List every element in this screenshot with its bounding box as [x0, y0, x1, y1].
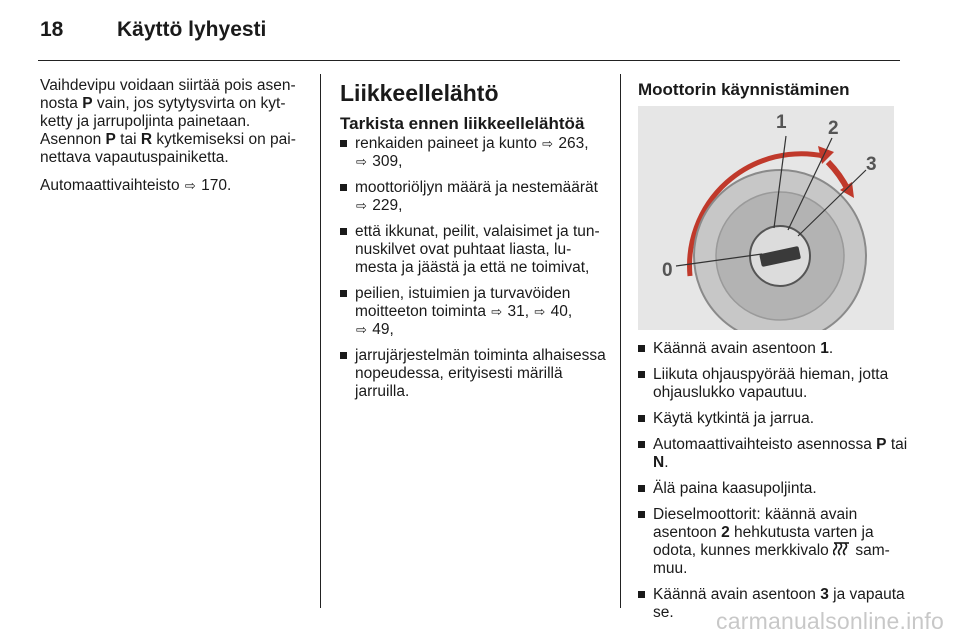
gear-position: R — [140, 131, 153, 148]
key-position: 2 — [721, 524, 730, 541]
item-text: Käytä kytkintä ja jarrua. — [653, 410, 815, 427]
key-position: 1 — [820, 340, 829, 357]
item-text: Älä paina kaasupoljinta. — [653, 480, 817, 497]
list-item — [340, 223, 606, 277]
site-watermark: carmanualsonline.info — [716, 608, 944, 634]
page-reference-link[interactable]: 49, — [372, 321, 394, 338]
item-text: jarrujärjestelmän toiminta alhaisessa nopeudessa, erityisesti märillä jarruilla. — [355, 347, 606, 400]
item-text: Dieselmoottorit: käännä avain asentoon — [653, 506, 858, 541]
gear-position: P — [876, 436, 887, 453]
item-text: ja vapauta se. — [653, 586, 905, 621]
page-reference-link[interactable]: 263, — [558, 135, 589, 152]
gear-position: P — [105, 131, 116, 148]
column-divider-1 — [320, 74, 321, 608]
column-divider-2 — [620, 74, 621, 608]
reference-arrow-icon: ⇨ — [356, 322, 367, 337]
column-3 — [638, 77, 908, 630]
text-run: vain, jos sytytysvirta on kytketty ja jarrupoljinta painetaan. Asennon — [40, 95, 286, 148]
page-reference-link[interactable]: 229, — [372, 197, 403, 214]
list-item — [638, 410, 908, 428]
text-run: kytkemiseksi on painettava vapautuspainiketta. — [40, 131, 296, 166]
item-text: tai — [886, 436, 908, 453]
text-run: Vaihdevipu voidaan siirtää pois asennosta — [40, 77, 296, 112]
item-text: peilien, istuimien ja turvavöiden moitteeton toiminta — [355, 285, 571, 320]
reference-arrow-icon: ⇨ — [534, 304, 546, 319]
position-label-0: 0 — [662, 260, 673, 281]
page-number: 18 — [40, 18, 64, 41]
list-item — [638, 366, 908, 402]
column-1 — [40, 77, 302, 205]
column-2 — [340, 77, 606, 409]
glow-plug-icon — [833, 542, 851, 556]
list-item — [638, 506, 908, 578]
list-item — [340, 347, 606, 401]
text-run: Automaattivaihteisto — [40, 177, 184, 194]
list-item — [638, 436, 908, 472]
item-text: Liikuta ohjauspyörää hieman, jotta ohjauslukko vapautuu. — [653, 366, 889, 401]
page-reference-link[interactable]: 309, — [372, 153, 403, 170]
position-label-1: 1 — [776, 112, 787, 133]
position-label-3: 3 — [866, 154, 877, 175]
reference-arrow-icon: ⇨ — [491, 304, 503, 319]
gear-position: P — [82, 95, 93, 112]
page-header — [0, 0, 960, 62]
reference-arrow-icon: ⇨ — [356, 198, 367, 213]
checklist — [340, 135, 606, 401]
automatic-transmission-reference — [40, 177, 302, 195]
item-text: moottoriöljyn määrä ja nestemäärät — [355, 179, 598, 196]
item-text: hehkutusta varten ja odota, kunnes merkkivalo — [653, 524, 874, 559]
reference-arrow-icon: ⇨ — [542, 136, 554, 151]
position-label-2: 2 — [828, 118, 839, 139]
list-item — [340, 179, 606, 215]
list-item — [340, 135, 606, 171]
gear-position: N — [653, 454, 665, 471]
subsection-heading: Tarkista ennen liikkeellelähtöä — [340, 114, 585, 133]
item-text: Automaattivaihteisto asennossa — [653, 436, 877, 453]
item-text: sammuu. — [653, 542, 890, 577]
reference-arrow-icon: ⇨ — [184, 178, 196, 193]
page-reference-link[interactable]: 31, — [507, 303, 530, 320]
gear-lever-paragraph — [40, 77, 302, 167]
item-text: Käännä avain asentoon — [653, 586, 821, 603]
item-text: . — [664, 454, 669, 471]
list-item — [340, 285, 606, 339]
page-reference-link[interactable]: 170. — [201, 177, 232, 194]
section-heading: Moottorin käynnistäminen — [638, 80, 850, 99]
start-procedure-list — [638, 340, 908, 622]
item-text: . — [828, 340, 834, 357]
item-text: että ikkunat, peilit, valaisimet ja tunnuskilvet ovat puhtaat liasta, lumesta ja jäästä ja että ne toimivat, — [355, 223, 600, 276]
ignition-switch-illustration — [638, 106, 894, 330]
running-title: Käyttö lyhyesti — [117, 18, 267, 41]
key-position: 3 — [820, 586, 829, 603]
list-item — [638, 340, 908, 358]
item-text: Käännä avain asentoon — [653, 340, 821, 357]
page-reference-link[interactable]: 40, — [550, 303, 573, 320]
item-text: renkaiden paineet ja kunto — [355, 135, 542, 152]
section-heading: Liikkeellelähtö — [340, 80, 499, 106]
list-item — [638, 480, 908, 498]
reference-arrow-icon: ⇨ — [356, 154, 367, 169]
text-run: tai — [115, 131, 141, 148]
header-rule — [38, 60, 900, 61]
